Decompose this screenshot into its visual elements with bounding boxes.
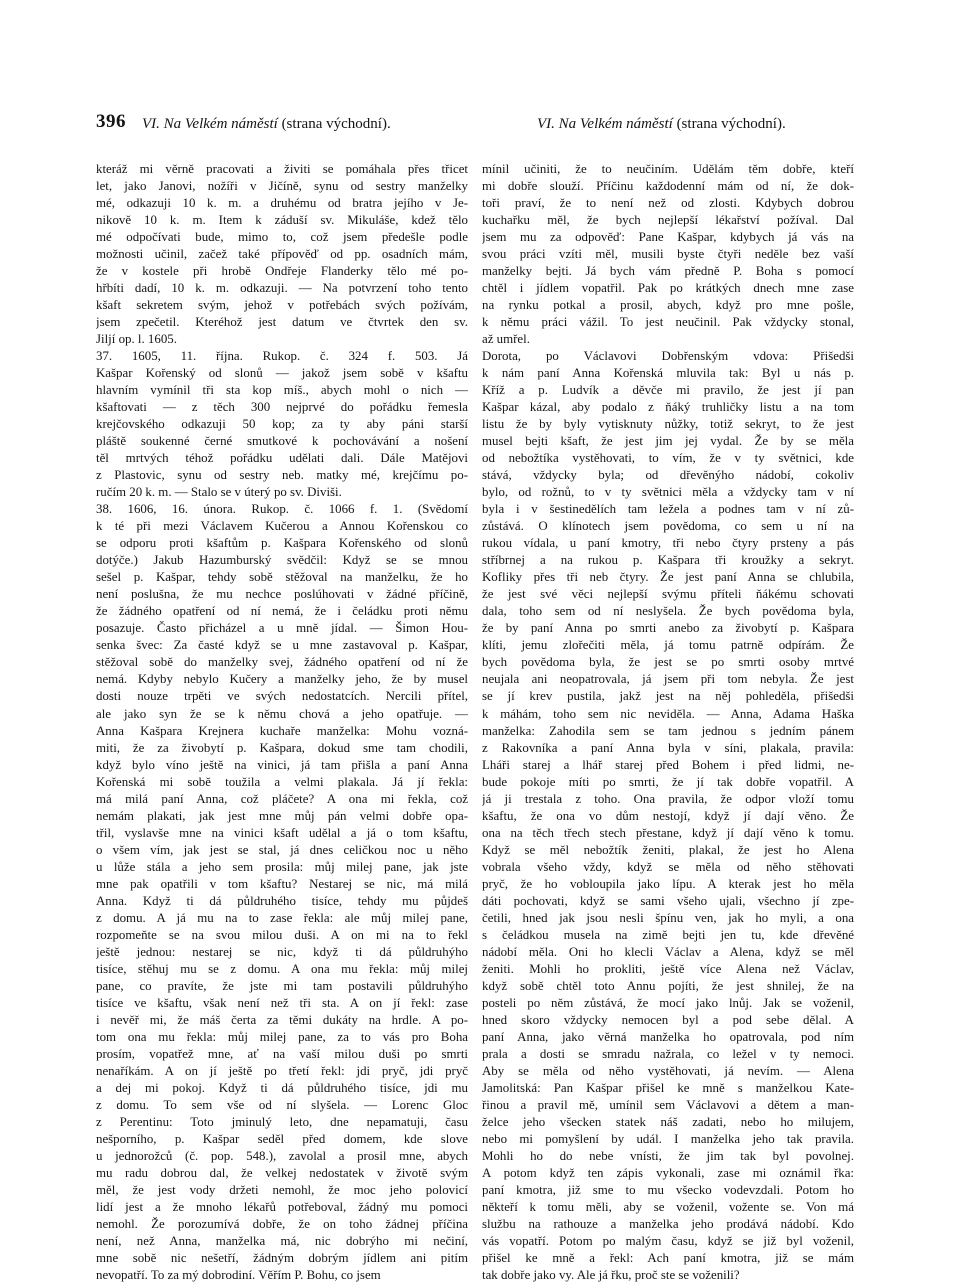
text-line: nemám plakati, jak jest mne můj pán velmi dobře opa-: [96, 808, 468, 823]
text-line: dala, toho sem od ní neslyšela. Že bych povědoma byla,: [482, 604, 854, 619]
text-line: Kašpar kázal, aby podalo z ňáký truhličky listu a na tom: [482, 400, 854, 415]
text-line: Jiljí op. l. 1605.: [96, 332, 177, 347]
text-line: paní Anna, jako věrná manželka ho opatrovala, pod ním: [482, 1029, 854, 1044]
text-line: listu že by byly vytisknuty nůžky, totiž sekryt, to že jest: [482, 417, 854, 432]
text-line: pláště soukenné černé smutkové k pochovávání a nošení: [96, 434, 468, 449]
text-line: nemá. Kdyby nebylo Kučery a manželky jeho, že by musel: [96, 672, 468, 687]
text-line: že žádného opatření od ní nemá, že i čeládku proti němu: [96, 604, 468, 619]
text-line: krejčovského odkazuji 50 kop; za ty aby páni starší: [96, 417, 468, 432]
text-line: želce jeho všecken statek náš zadati, nebo ho milujem,: [482, 1114, 854, 1129]
text-line: mi dobře slouží. Příčinu každodenní mám od ní, že dok-: [482, 179, 854, 194]
text-line: Lháři starej a lhář starej před Bohem i před lidmi, ne-: [482, 757, 854, 772]
text-line: řinou a pravil mě, umínil sem Václavovi a dětem a man-: [482, 1097, 854, 1112]
text-line: tisíce ve kšaftu, však není než tři sta. A on jí řekl: zase: [96, 995, 468, 1010]
text-line: až umřel.: [482, 332, 530, 347]
text-line: hned skoro vždycky nemocen byl a pod sebe dělal. A: [482, 1012, 854, 1027]
text-line: u lůže stála a jeho sem prosila: můj milej pane, jak jste: [96, 859, 468, 874]
text-line: sešel p. Kašpar, tehdy sobě stěžoval na manželku, že ho: [96, 570, 468, 585]
text-line: třil, vyslavše mne na vinici kšaft udělal a já o tom kšaftu,: [96, 825, 468, 840]
text-line: z Rakovníka a paní Anna byla v síni, plakala, pravila:: [482, 740, 854, 755]
text-line: nešporního, p. Kašpar seděl před domem, kde slove: [96, 1131, 468, 1146]
right-text-column: [482, 161, 854, 1284]
left-text-column: [96, 161, 468, 1284]
text-line: 37. 1605, 11. října. Rukop. č. 324 f. 503. Já: [96, 349, 468, 364]
running-head-left: [142, 114, 391, 134]
text-line: senka švec: Za časté když se u mne zastavoval p. Kašpar,: [96, 638, 468, 653]
text-line: mé odpočívati bude, mimo to, což jsem předešle podle: [96, 230, 468, 245]
text-line: na rynku potkal a prosil, abych, když pro mne pošle,: [482, 298, 854, 313]
left-title-plain: (strana východní).: [281, 116, 391, 132]
text-line: toři praví, že to není než od zlosti. Kdybych dobrou: [482, 196, 854, 211]
text-line: Jamolitská: Pan Kašpar přišel ke mně s manželkou Kate-: [482, 1080, 854, 1095]
text-line: Když se měl nebožtík ženiti, plakal, že jest ho Alena: [482, 842, 854, 857]
text-line: se odporu proti kšaftům p. Kašpara Kořenského od slonů: [96, 536, 468, 551]
text-line: nádobí měla. Oni ho klecli Václav a Alena, když se měl: [482, 944, 854, 959]
text-line: že jest své věci nejlepší svýmu příteli ňákému schovati: [482, 587, 854, 602]
text-line: o všem vím, jak jest se stal, já dnes celičkou noc u něho: [96, 842, 468, 857]
text-line: Kašpar Kořenský od slonů — jakož jsem sobě v kšaftu: [96, 366, 468, 381]
text-line: i nevěř mi, že máš čerta za těmi dukáty na hrdle. A po-: [96, 1012, 468, 1027]
text-line: Anna Kašpara Krejnera kuchaře manželka: Mohu vozná-: [96, 723, 468, 738]
text-line: a dej mi pokoj. Když ti dá půldruhého tisíce, jdi mu: [96, 1080, 468, 1095]
text-line: kteráž mi věrně pracovati a živiti se pomáhala přes třicet: [96, 162, 468, 176]
text-line: stěžoval sobě do manželky svej, žádného opatření od ní že: [96, 655, 468, 670]
text-line: z Perentinu: Toto jminulý leto, dne nepamatuji, času: [96, 1114, 468, 1129]
text-line: musel bejti kšaft, že jest jim jej vydal. Že by se měla: [482, 434, 854, 449]
text-line: prosím, vopatřež mne, ať na vaší milou duši po smrti: [96, 1046, 468, 1061]
text-line: posazuje. Často přicházel a u mně jídal. — Šimon Hou-: [96, 621, 468, 636]
text-line: u jednorožců (č. pop. 548.), zavolal a prosil mne, abych: [96, 1148, 468, 1163]
text-line: kšaftovati — z těch 300 nejprvé do pořádku řemesla: [96, 400, 468, 415]
text-line: k nám paní Anna Kořenská mluvila tak: Byl u nás p.: [482, 366, 854, 381]
text-line: nebo mi pomyšlení by udál. I manželka jeho tak pravila.: [482, 1131, 854, 1146]
left-title-italic: Na Velkém náměstí: [163, 116, 278, 132]
text-line: hřbíti dadí, 10 k. m. odkazuji. — Na potvrzení toho tento: [96, 281, 468, 296]
text-line: dotýče.) Jakub Hazumburský svědčil: Když se se mnou: [96, 553, 468, 568]
text-line: rukou vídala, u paní kmotry, tři nebo čtyry prsteny a pás: [482, 536, 854, 551]
text-line: rozpomeňte se na svou milou duši. A on mi na to řekl: [96, 927, 468, 942]
text-line: miti, že za živobytí p. Kašpara, dokud sme tam chodili,: [96, 740, 468, 755]
text-line: ručím 20 k. m. — Stalo se v úterý po sv. Diviši.: [96, 485, 342, 500]
text-line: když sobě chtěl toto Annu pojíti, že jest shnilej, že na: [482, 978, 854, 993]
text-line: tisíce, stěhuj mu se z domu. A ona mu řekla: můj milej: [96, 961, 468, 976]
text-line: ženiti. Mohli ho prokliti, ještě více Alena než Václav,: [482, 961, 854, 976]
text-line: paní kmotra, již sme to mu všecko vodevzdali. Potom ho: [482, 1182, 854, 1197]
text-line: není poslušna, že mu nechce poslúhovati v žádné příčině,: [96, 587, 468, 602]
text-line: manželka: Zahodila sem se tam jednou s jedním pánem: [482, 723, 854, 738]
text-line: stává, vždycky byla; od dřevěnýho nádobí, cokoliv: [482, 468, 854, 483]
text-line: jsem zpečetil. Kteréhož jest datum ve čtvrtek den sv.: [96, 315, 468, 330]
text-line: vobrala všeho vždy, když se měla od něho stěhovati: [482, 859, 854, 874]
running-header: [96, 112, 866, 140]
text-line: službu na rathouze a manželka jeho prodává nádobí. Kdo: [482, 1216, 854, 1231]
text-line: pane, co pravíte, že jste mi tam postavili půldruhýho: [96, 978, 468, 993]
text-line: od nebožtíka vystěhovati, to vím, že v ty světnici, kde: [482, 451, 854, 466]
page-number: 396: [96, 111, 126, 132]
text-line: ještě jednou: nestarej se nic, když ti dá půldruhýho: [96, 944, 468, 959]
text-line: kšaft sekretem svým, jehož v potřebách svých požívám,: [96, 298, 468, 313]
text-line: byla i v šestinedělích tam ležela a podnes tam v ní zů-: [482, 502, 854, 517]
text-line: prala a dosti se smradu nažrala, co ležel v ty nemoci.: [482, 1046, 854, 1061]
text-line: zůstává. O klínotech jsem povědoma, co sem u ní na: [482, 519, 854, 534]
text-line: dosti nouze trpěti ve svých nedostatcích. Nercili přítel,: [96, 689, 468, 704]
text-line: měl, že jest vody držeti nemohl, že moc jeho polovicí: [96, 1182, 468, 1197]
text-line: vás vopatří. Potom po malým času, když se již byl voženil,: [482, 1233, 854, 1248]
text-line: posteli po něm zůstává, že mocí jako lnůj. Jak se voženil,: [482, 995, 854, 1010]
text-line: bude pokoje míti po smrti, že jí tak dobře vopatřil. A: [482, 774, 854, 789]
text-line: bylo, od rožnů, to v ty světnici měla a vždycky tam v ní: [482, 485, 854, 500]
right-section-label: VI.: [537, 116, 555, 132]
right-title-italic: Na Velkém náměstí: [558, 116, 673, 132]
text-line: Anna. Když ti dá půldruhého tisíce, tehdy mu půjdeš: [96, 893, 468, 908]
text-line: chtěl i jídlem vopatřil. Pak po krátkých dnech mne zase: [482, 281, 854, 296]
text-line: ona na těch třech stech přestane, když jí dají věno k tomu.: [482, 825, 854, 840]
text-line: nenaříkám. A on jí ještě po třetí řekl: jdi pryč, jdi pryč: [96, 1063, 468, 1078]
text-line: k němu práci vážil. To jest neučinil. Pak vždycky stonal,: [482, 315, 854, 330]
text-line: 38. 1606, 16. února. Rukop. č. 1066 f. 1. (Svědomí: [96, 502, 468, 517]
text-line: bych povědoma byla, že jest se po smrti osoby mrtvé: [482, 655, 854, 670]
text-line: Kofliky přes tři neb čtyry. Že jest paní Anna se chlubila,: [482, 570, 854, 585]
text-line: ale jako syn že se k němu chová a jeho opatřuje. —: [96, 706, 468, 721]
right-title-plain: (strana východní).: [676, 116, 786, 132]
text-line: k máhám, toho sem nic neviděla. — Anna, Adama Haška: [482, 706, 854, 721]
text-line: tak dobře jako vy. Ale já řku, proč ste se voženili?: [482, 1268, 740, 1283]
text-line: těl mrtvých téhož pořádku udělati dali. Dále Matějovi: [96, 451, 468, 466]
text-line: lidí jest a že mnoho lékařů potřeboval, žádný mu pomoci: [96, 1199, 468, 1214]
text-line: mé, odkazuji 10 k. m. a druhému od bratra jejího v Je-: [96, 196, 468, 211]
text-line: když bylo víno ještě na vinici, já tam přišla a paní Anna: [96, 757, 468, 772]
text-line: k té při mezi Václavem Kučerou a Annou Kořenskou co: [96, 519, 468, 534]
text-line: nevopatří. To za mý dobrodiní. Věřím P. Bohu, co jsem: [96, 1268, 381, 1283]
text-line: já ji trestala z toho. Ona pravila, že odpor vloží tomu: [482, 791, 854, 806]
text-line: manželky bejti. Já bych vám předně P. Boha s pomocí: [482, 264, 854, 279]
text-line: z domu. To sem vše od ní slyšela. — Lorenc Gloc: [96, 1097, 468, 1112]
text-line: není, než Anna, manželka má, nic dobrýho mi nečiní,: [96, 1233, 468, 1248]
text-line: kuchařku měl, že bych nejlepší lékařství požíval. Dal: [482, 213, 854, 228]
text-line: mínil učiniti, že to neučiním. Udělám těm dobře, kteří: [482, 162, 854, 176]
text-line: svou práci vzíti měl, musili byste čtyři neděle bez vaší: [482, 247, 854, 262]
text-line: možnosti učinil, začež také přípověď od pp. osadních mám,: [96, 247, 468, 262]
text-line: četili, hned jak jsou nesli špínu ven, jak ho myli, a ona: [482, 910, 854, 925]
text-line: jsem mu za odpověď: Pane Kašpar, kdybych já vás na: [482, 230, 854, 245]
left-section-label: VI.: [142, 116, 160, 132]
text-line: mu radu dobrou dal, že velkej nedostatek v životě svým: [96, 1165, 468, 1180]
text-line: nemohl. Že porozumívá dobře, že on toho žádnej příčina: [96, 1216, 468, 1231]
text-line: Mohli ho do nebe vnísti, že jim tak byl povolnej.: [482, 1148, 854, 1163]
text-line: klíti, jemu zlořečiti měla, já tomu patrně odpírám. Že: [482, 638, 854, 653]
text-line: stříbrnej a na rukou p. Kašpara tři kroužky a sekryt.: [482, 553, 854, 568]
text-line: s čeládkou musela na zimě bejti jen tu, kde dřevěné: [482, 927, 854, 942]
text-line: že by paní Anna po smrti anebo za živobytí p. Kašpara: [482, 621, 854, 636]
text-line: nikově 10 k. m. Item k záduší sv. Mikuláše, kdež tělo: [96, 213, 468, 228]
text-line: přišel ke mně a řekl: Ach paní kmotra, již se mám: [482, 1251, 854, 1265]
text-line: Kříž a p. Ludvík a děvče mi pravilo, že jest jí pan: [482, 383, 854, 398]
text-line: že v kostele při hrobě Ondřeje Flanderky tělo mé po-: [96, 264, 468, 279]
text-line: let, jako Janovi, nožíři v Jičíně, synu od sestry manželky: [96, 179, 468, 194]
text-line: z domu. A já mu na to zase řekla: ale můj milej pane,: [96, 910, 468, 925]
text-line: kšaftu, že ona vo dům nestojí, když jí dají věno. Že: [482, 808, 854, 823]
text-line: tom ona mu řekla: můj milej pane, za to vás pro Boha: [96, 1029, 468, 1044]
text-line: mne sobě nic nešetří, žádným dobrým jídlem ani pitím: [96, 1251, 468, 1265]
text-line: někteří k tomu měli, aby se voženil, vožente se. Von má: [482, 1199, 854, 1214]
text-line: Dorota, po Václavovi Dobřenským vdova: Přišedši: [482, 349, 854, 364]
text-line: neujala ani neopatrovala, já jsem při tom nebyla. Že jest: [482, 672, 854, 687]
text-line: A potom když ten zápis vykonali, zase mi oznámil řka:: [482, 1165, 854, 1180]
text-line: se jí krev pustila, jakž jest na něj pohleděla, přišedši: [482, 689, 854, 704]
text-line: mne pak opatřili v tom kšaftu? Nestarej se nic, má milá: [96, 876, 468, 891]
text-line: Kořenská mi sobě toužila a velmi plakala. Já jí řekla:: [96, 774, 468, 789]
text-line: hlavním vymínil tři sta kop míš., abych mohl o nich —: [96, 383, 468, 398]
text-line: dáti pochovati, když se sami všeho ujali, všechno jí zpe-: [482, 893, 854, 908]
text-line: z Plastovic, synu od sestry neb. matky mé, krejčímu po-: [96, 468, 468, 483]
text-line: má milá paní Anna, což pláčete? A ona mi řekla, což: [96, 791, 468, 806]
text-line: pryč, že ho vobloupila jako lípu. A kterak jest ho měla: [482, 876, 854, 891]
text-line: Aby se měla od něho vystěhovati, já nevím. — Alena: [482, 1063, 854, 1078]
running-head-right: [537, 114, 786, 134]
